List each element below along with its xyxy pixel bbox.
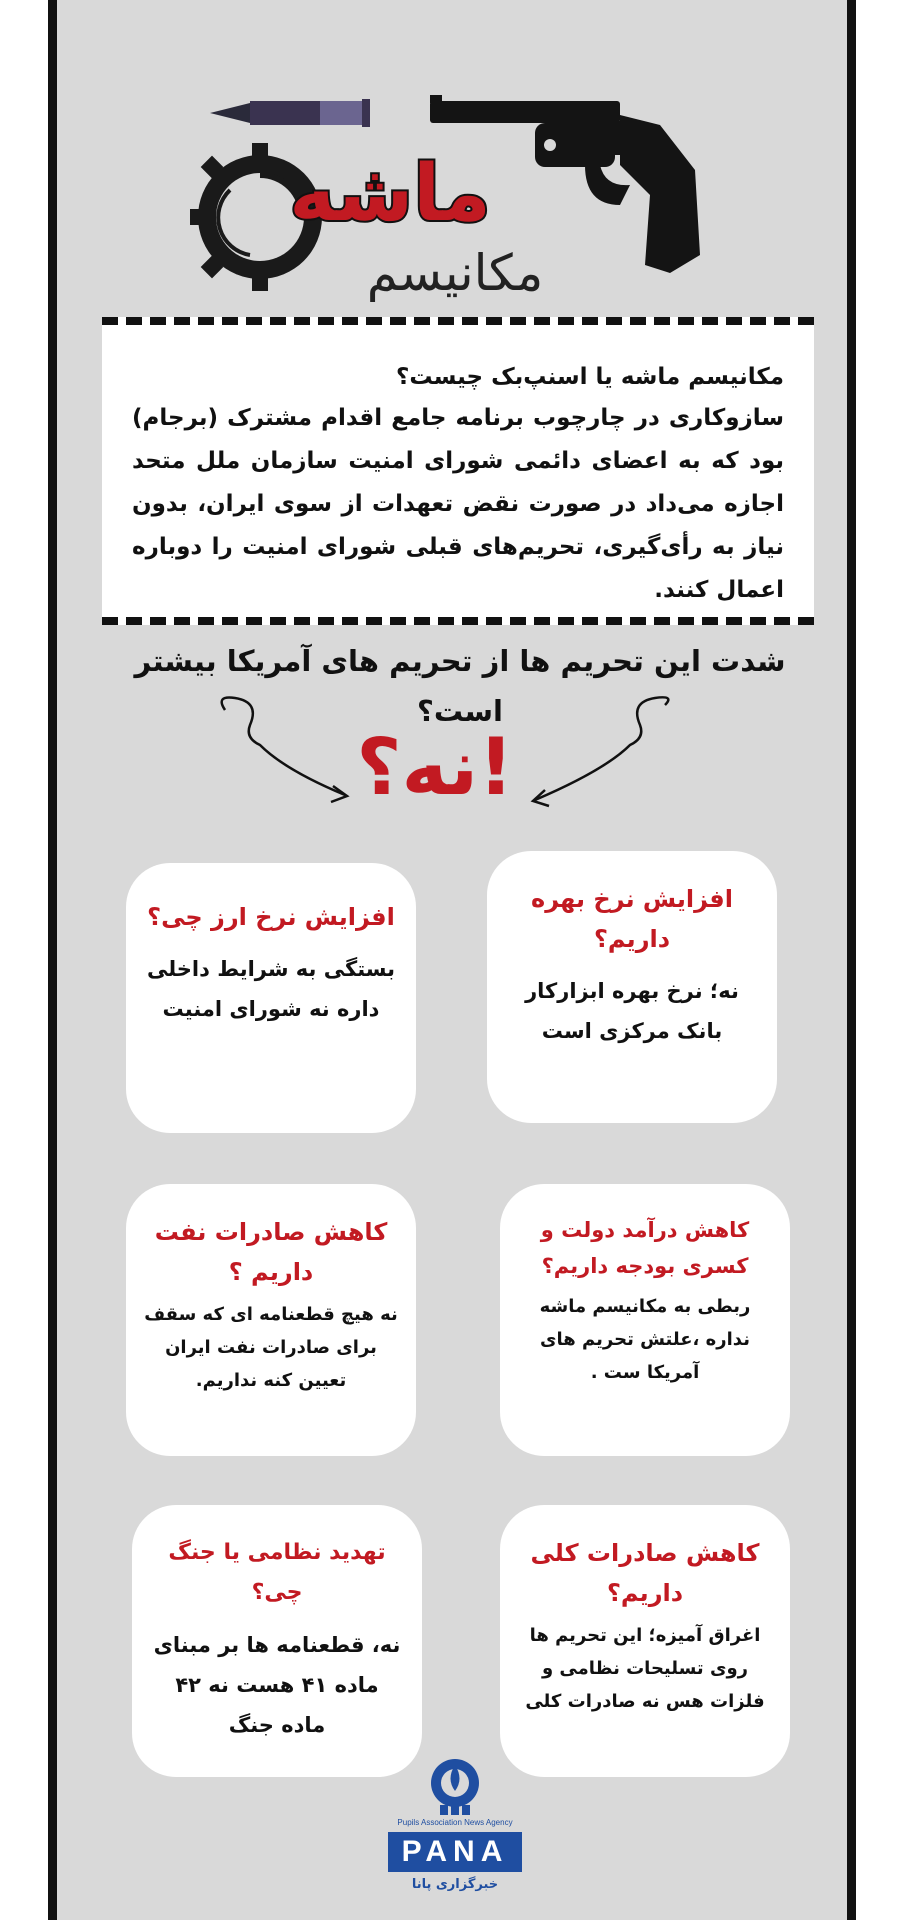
- pana-logo: [380, 1757, 530, 1912]
- logo-english: Pupils Association News Agency: [397, 1818, 513, 1827]
- card-oil-exports: [126, 1184, 416, 1456]
- card-interest-rate: [487, 851, 777, 1123]
- severity-question: شدت این تحریم ها از تحریم های آمریکا بیشتر است؟: [134, 644, 786, 728]
- card-body: ربطی به مکانیسم ماشه نداره ،علتش تحریم های آمریکا ست .: [539, 1296, 751, 1383]
- definition-body: سازوکاری در چارچوب برنامه جامع اقدام مشترک (برجام) بود که به اعضای دائمی شورای امنیت سازمان ملل متحد اجازه می‌داد در صورت نقض تعهدات از سوی ایران، بدون نیاز به رأی‌گیری، تحریم‌های قبلی شورای امنیت را دوباره اعمال کنند.: [132, 405, 784, 603]
- card-title: افزایش نرخ بهره داریم؟: [531, 885, 733, 953]
- title-sub: مکانیسم: [366, 244, 544, 302]
- definition-question: مکانیسم ماشه یا اسنپ‌بک چیست؟: [396, 364, 784, 390]
- card-budget-deficit: [500, 1184, 790, 1456]
- card-body: نه، قطعنامه ها بر مبنای ماده ۴۱ هست نه ۴۲ ماده جنگ: [153, 1633, 401, 1737]
- card-title: افزایش نرخ ارز چی؟: [147, 903, 395, 931]
- severity-answer: نه؟!: [356, 723, 514, 813]
- card-body: نه؛ نرخ بهره ابزارکار بانک مرکزی است: [525, 979, 739, 1043]
- card-body: بستگی به شرایط داخلی داره نه شورای امنیت: [146, 957, 396, 1021]
- card-military-threat: [132, 1505, 422, 1777]
- card-exchange-rate: [126, 863, 416, 1133]
- curved-arrow-icon: [533, 697, 668, 806]
- logo-name: PANA: [388, 1832, 522, 1872]
- card-total-exports: [500, 1505, 790, 1777]
- card-title: کاهش درآمد دولت و کسری بودجه داریم؟: [540, 1218, 750, 1278]
- card-title: کاهش صادرات نفت داریم ؟: [154, 1218, 388, 1286]
- logo-persian: خبرگزاری پانا: [411, 1877, 499, 1892]
- title-main: ماشه: [289, 149, 491, 239]
- pana-logo-icon: [380, 1757, 530, 1817]
- card-body: اغراق آمیزه؛ این تحریم ها روی تسلیحات نظامی و فلزات هس نه صادرات کلی: [525, 1625, 765, 1712]
- card-title: کاهش صادرات کلی داریم؟: [530, 1539, 760, 1607]
- header-graphic: [190, 95, 760, 310]
- card-body: نه هیچ قطعنامه ای که سقف برای صادرات نفت ایران تعیین کنه نداریم.: [144, 1304, 398, 1391]
- definition-box: [102, 317, 814, 625]
- bullet-icon: [210, 99, 370, 127]
- curved-arrow-icon: [222, 698, 347, 803]
- card-title: تهدید نظامی یا جنگ چی؟: [168, 1540, 386, 1605]
